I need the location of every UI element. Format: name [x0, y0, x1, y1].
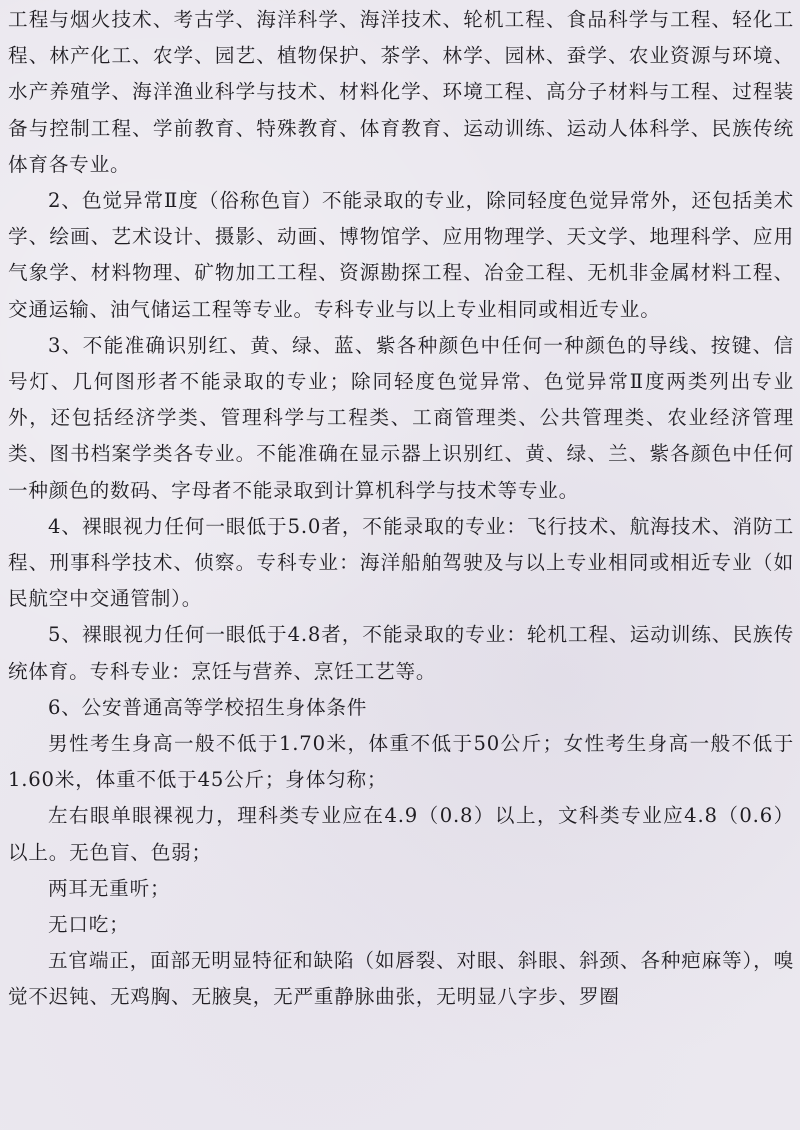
paragraph-height-weight: 男性考生身高一般不低于1.70米，体重不低于50公斤；女性考生身高一般不低于1.60米，体重不低于45公斤；身体匀称；	[8, 732, 794, 792]
paragraph-item-4-vision-5-0: 4、裸眼视力任何一眼低于5.0者，不能录取的专业：飞行技术、航海技术、消防工程、刑事科学技术、侦察。专科专业：海洋船舶驾驶及与以上专业相同或相近专业（如民航空中交通管制）。	[8, 514, 794, 611]
paragraph-item-5-vision-4-8: 5、裸眼视力任何一眼低于4.8者，不能录取的专业：轮机工程、运动训练、民族传统体育。专科专业：烹饪与营养、烹饪工艺等。	[8, 623, 794, 683]
paragraph-hearing: 两耳无重听；	[48, 876, 171, 900]
paragraph-item-6-heading: 6、公安普通高等学校招生身体条件	[48, 695, 368, 719]
paragraph-eyesight: 左右眼单眼裸视力，理科类专业应在4.9（0.8）以上，文科类专业应4.8（0.6）以上。无色盲、色弱；	[8, 804, 794, 864]
paragraph-item-2-color-blindness: 2、色觉异常Ⅱ度（俗称色盲）不能录取的专业，除同轻度色觉异常外，还包括美术学、绘画、艺术设计、摄影、动画、博物馆学、应用物理学、天文学、地理科学、应用气象学、材料物理、矿物加工工程、资源勘探工程、冶金工程、无机非金属材料工程、交通运输、油气储运工程等专业。专科专业与以上专业相同或相近专业。	[8, 189, 794, 321]
paragraph-speech: 无口吃；	[48, 913, 130, 937]
paragraph-facial-features: 五官端正，面部无明显特征和缺陷（如唇裂、对眼、斜眼、斜颈、各种疤麻等），嗅觉不迟钝、无鸡胸、无腋臭，无严重静脉曲张，无明显八字步、罗圈	[8, 949, 794, 1009]
paragraph-item-3-color-recognition: 3、不能准确识别红、黄、绿、蓝、紫各种颜色中任何一种颜色的导线、按键、信号灯、几何图形者不能录取的专业；除同轻度色觉异常、色觉异常Ⅱ度两类列出专业外，还包括经济学类、管理科学与工程类、工商管理类、公共管理类、农业经济管理类、图书档案学类各专业。不能准确在显示器上识别红、黄、绿、兰、紫各颜色中任何一种颜色的数码、字母者不能录取到计算机科学与技术等专业。	[8, 333, 794, 502]
paragraph-continued-major-list: 工程与烟火技术、考古学、海洋科学、海洋技术、轮机工程、食品科学与工程、轻化工程、林产化工、农学、园艺、植物保护、茶学、林学、园林、蚕学、农业资源与环境、水产养殖学、海洋渔业科学与技术、材料化学、环境工程、高分子材料与工程、过程装备与控制工程、学前教育、特殊教育、体育教育、运动训练、运动人体科学、民族传统体育各专业。	[8, 8, 794, 176]
